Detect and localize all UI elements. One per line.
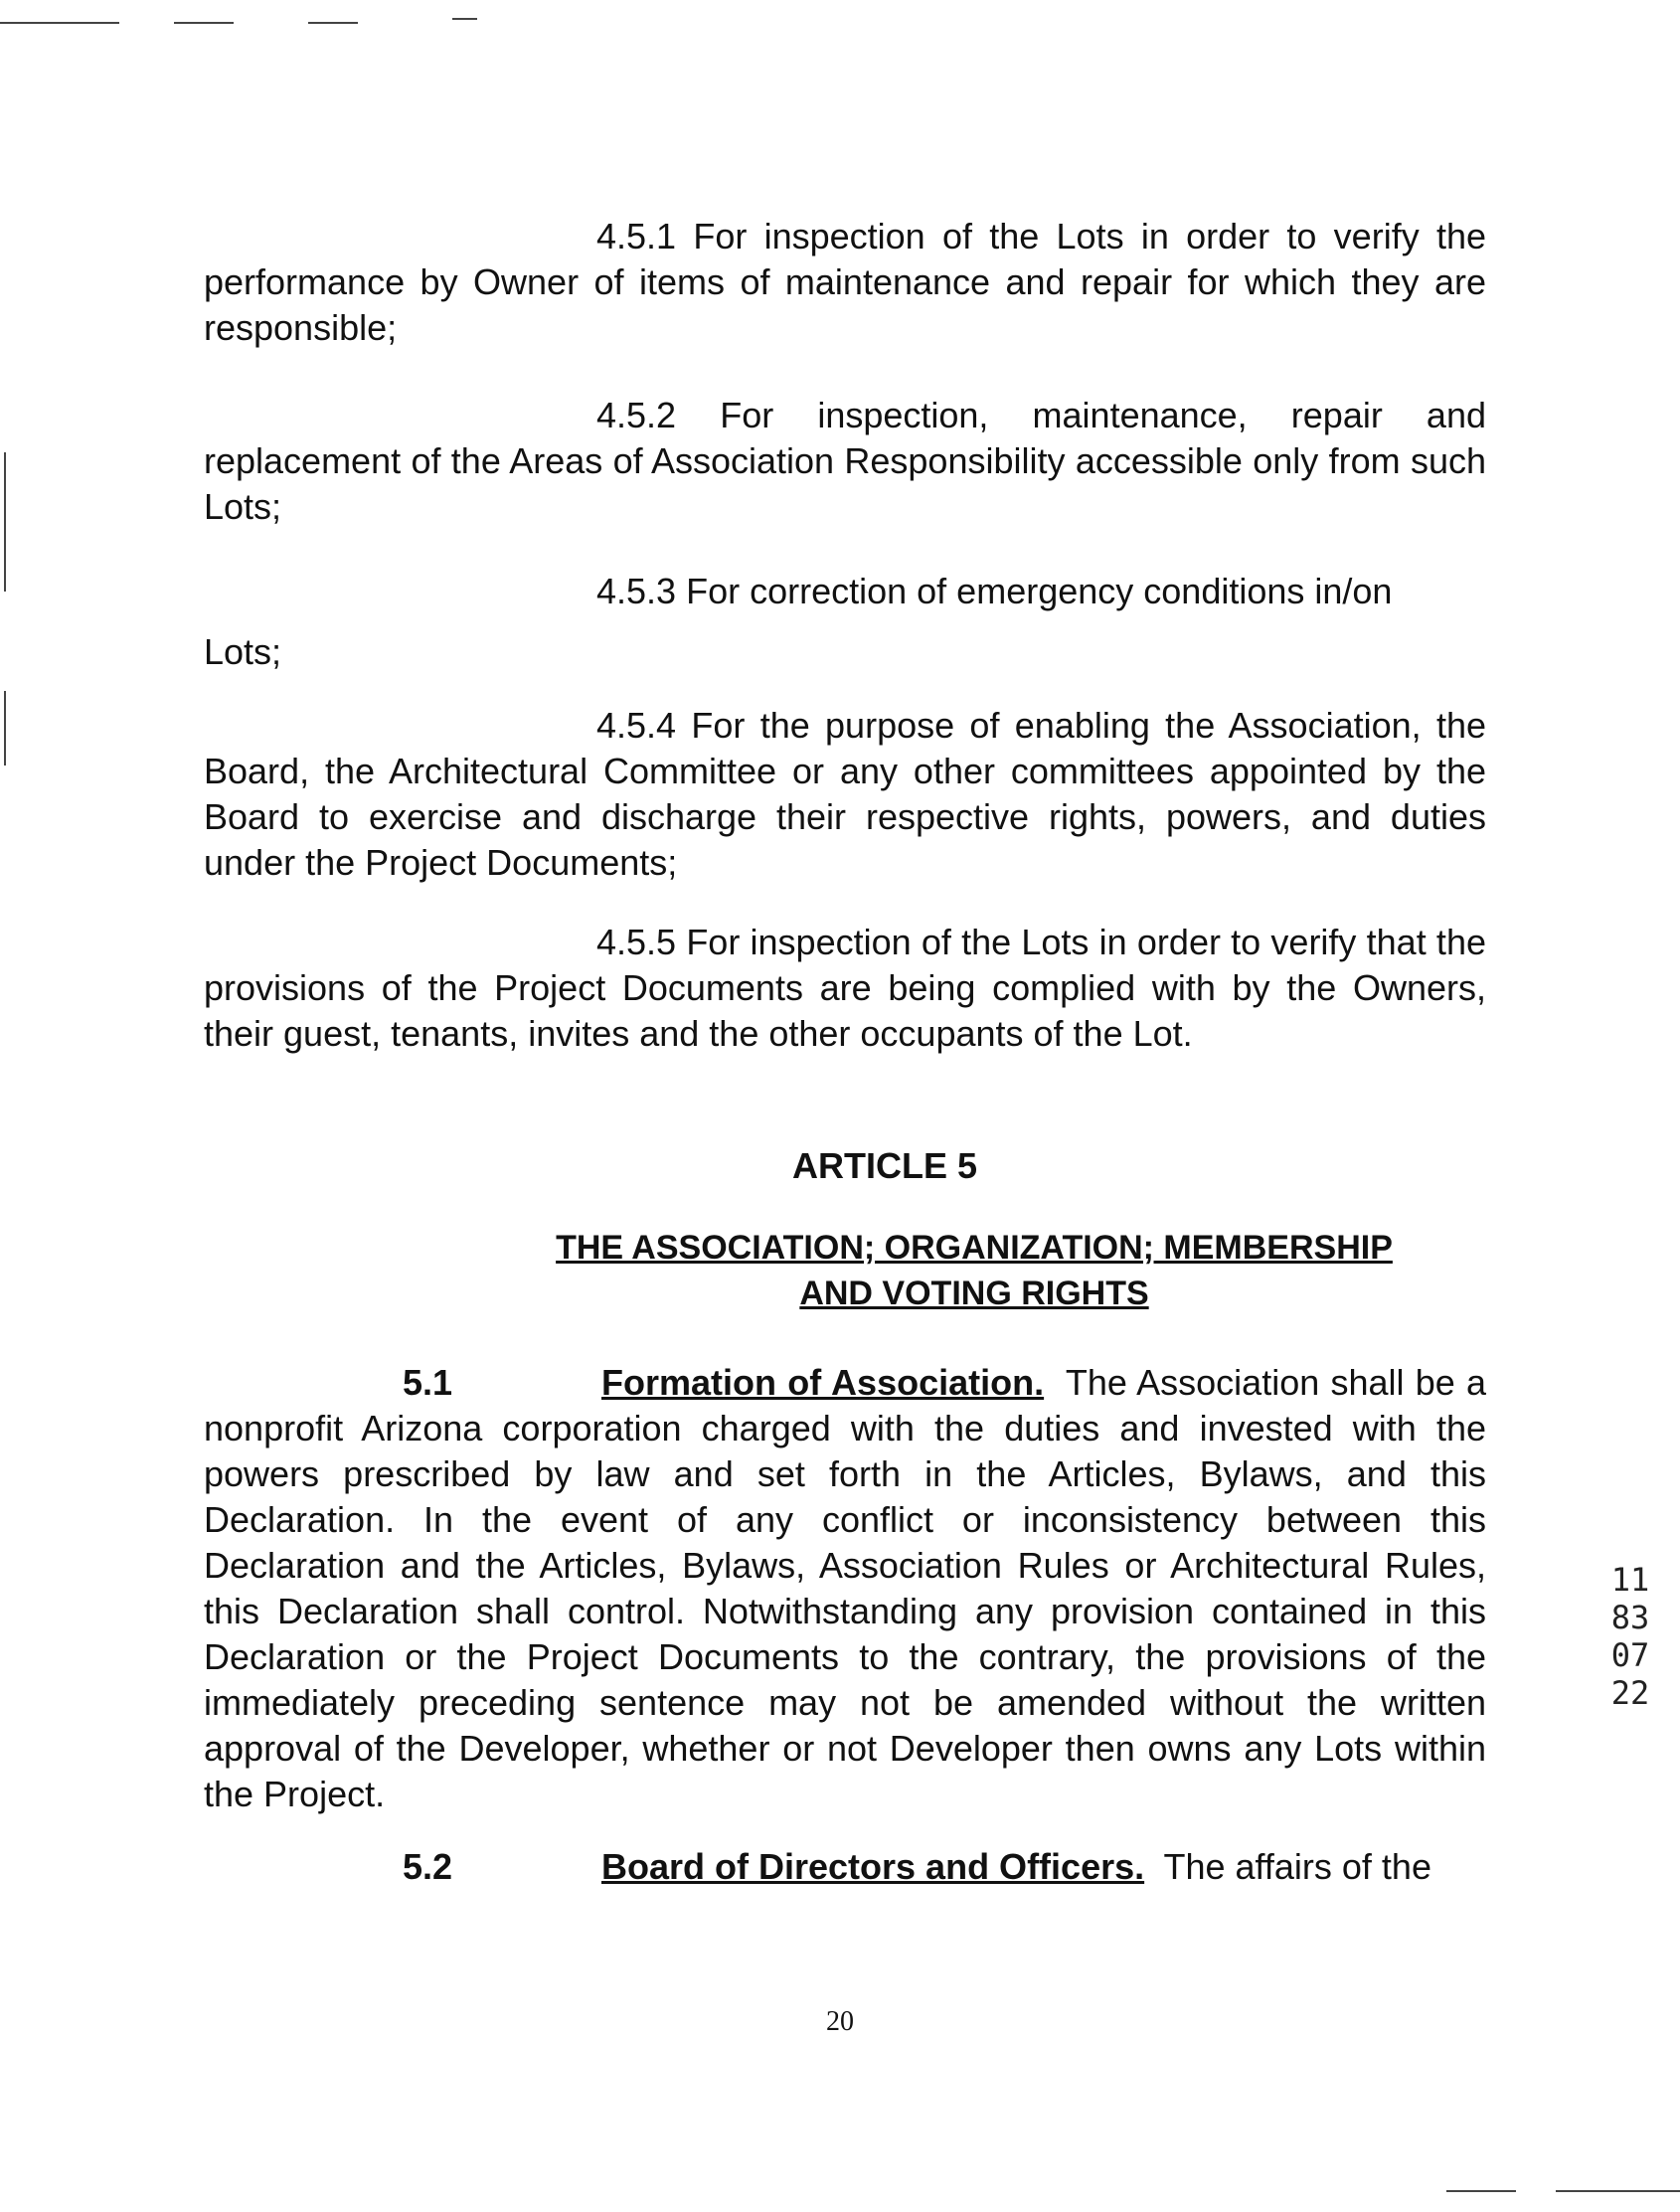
section-text: The Association shall be a nonprofit Arizona corporation charged with the duties and invested with the powers prescribed by law and set forth in the Articles, Bylaws, and this Declaration. In the event of any conflict or inconsistency between this Declaration and the Articles, Bylaws, Association Rules or Architectural Rules, this Declaration shall control. Notwithstanding any provision contained in this Declaration or the Project Documents to the contrary, the provisions of the immediately preceding sentence may not be amended without the written approval of the Developer, whether or not Developer then owns any Lots within the Project. bbox=[204, 1362, 1486, 1814]
paragraph-number: 4.5.2 bbox=[596, 395, 677, 435]
paragraph-4-5-3 bbox=[204, 569, 1486, 614]
section-text: The affairs of the bbox=[1163, 1846, 1431, 1887]
section-title: Board of Directors and Officers. bbox=[601, 1846, 1145, 1887]
paragraph-4-5-3-continuation: Lots; bbox=[204, 631, 282, 672]
scan-artifact-bottom bbox=[1446, 2190, 1516, 2192]
paragraph-number: 4.5.4 bbox=[596, 705, 677, 746]
paragraph-text: For inspection of the Lots in order to verify that the provisions of the Project Documents are being complied with by the Owners, their guest, tenants, invites and the other occupants of the Lot. bbox=[204, 922, 1486, 1054]
paragraph-text: For inspection, maintenance, repair and replacement of the Areas of Association Responsibility accessible only from such Lots; bbox=[204, 395, 1486, 527]
paragraph-4-5-1 bbox=[204, 214, 1486, 351]
recording-number: 11830722 bbox=[1610, 1561, 1650, 1712]
paragraph-number: 4.5.5 bbox=[596, 922, 677, 962]
scan-artifact-bottom bbox=[1556, 2190, 1680, 2192]
paragraph-text: For the purpose of enabling the Association, the Board, the Architectural Committee or any other committees appointed by the Board to exercise and discharge their respective rights, powers, and duties under the Project Documents; bbox=[204, 705, 1486, 883]
scan-artifact-top bbox=[0, 22, 119, 24]
page-number: 20 bbox=[826, 2006, 854, 2037]
scan-artifact-top bbox=[308, 22, 358, 24]
scan-artifact-top bbox=[452, 18, 477, 20]
section-number: 5.2 bbox=[403, 1846, 453, 1887]
section-title: Formation of Association. bbox=[601, 1362, 1045, 1403]
paragraph-number: 4.5.3 bbox=[596, 571, 677, 611]
paragraph-number: 4.5.1 bbox=[596, 216, 677, 256]
article-title-line2: AND VOTING RIGHTS bbox=[799, 1275, 1149, 1312]
section-5-2 bbox=[204, 1844, 1486, 1890]
paragraph-text: For inspection of the Lots in order to verify the performance by Owner of items of maintenance and repair for which they are responsible; bbox=[204, 216, 1486, 348]
paragraph-4-5-4 bbox=[204, 703, 1486, 886]
article-title-line1: THE ASSOCIATION; ORGANIZATION; MEMBERSHIP bbox=[556, 1229, 1393, 1267]
scan-artifact-left bbox=[4, 691, 6, 766]
paragraph-4-5-5 bbox=[204, 920, 1486, 1057]
paragraph-4-5-2 bbox=[204, 393, 1486, 530]
section-number: 5.1 bbox=[403, 1362, 453, 1403]
scan-artifact-left bbox=[4, 452, 6, 592]
scan-artifact-top bbox=[174, 22, 234, 24]
article-heading: ARTICLE 5 bbox=[791, 1145, 977, 1186]
paragraph-text: For correction of emergency conditions in/on bbox=[686, 571, 1393, 611]
section-5-1 bbox=[204, 1360, 1486, 1817]
